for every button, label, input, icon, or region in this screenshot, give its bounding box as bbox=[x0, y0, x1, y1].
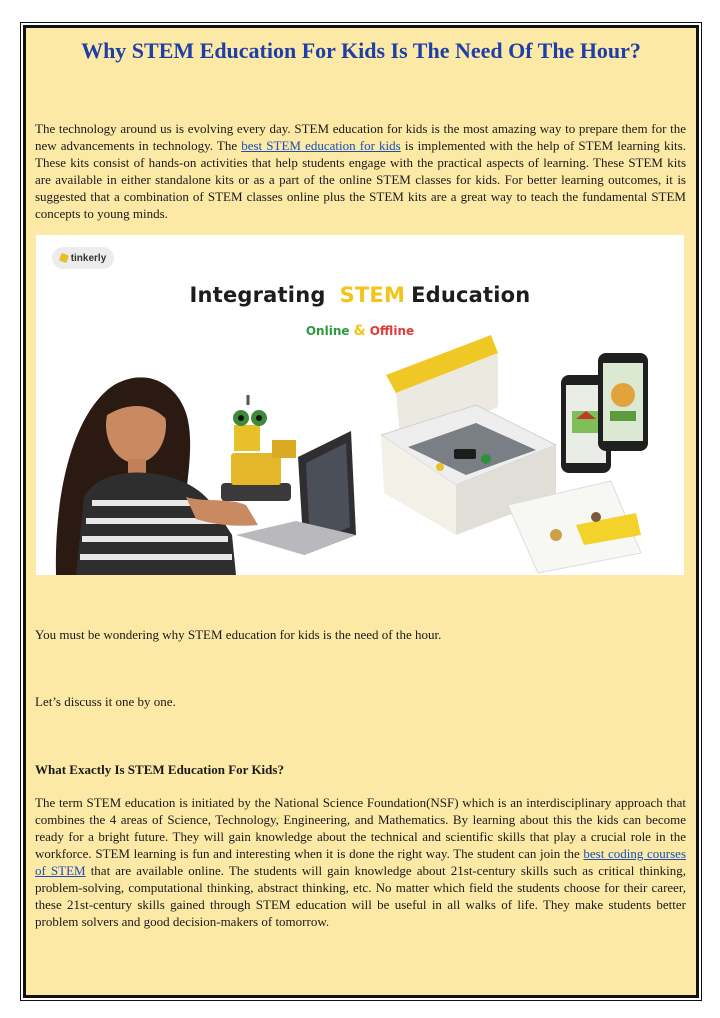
banner-image bbox=[36, 235, 684, 575]
smartphone-illustration bbox=[561, 353, 648, 473]
intro-text-end: is implemented with the help of STEM learning kits. These kits consist of hands-on activities that help students engage with the practical aspects of learning. These STEM kits are available in either standalone kits or as a part of the online STEM classes for kids. For better learning outcomes, it is suggested that a combination of STEM classes online plus the STEM kits are a great way to teach the fundamental STEM concepts to young minds. bbox=[35, 138, 686, 221]
body-text-start: The term STEM education is initiated by the National Science Foundation(NSF) which is an interdisciplinary approach that combines the 4 areas of Science, Technology, Engineering, and Mathematics. By learning about this the kids can become ready for a bright future. They will gain knowledge about the technical and scientific skills that play a crucial role in the workforce. STEM learning is fun and interesting when it is done the right way. The student can join the bbox=[35, 795, 686, 861]
girl-illustration bbox=[56, 377, 258, 575]
banner-title-education: Education bbox=[411, 283, 531, 307]
intro-paragraph bbox=[35, 120, 686, 222]
banner-ampersand: & bbox=[353, 323, 366, 339]
logo-text: tinkerly bbox=[70, 252, 107, 264]
body-text-end: that are available online. The students will gain knowledge about 21st-century skills such as critical thinking, problem-solving, computational thinking, abstract thinking, etc. No matter which field the students choose for their career, these 21st-century skills gained through STEM education will be useful in all walks of life. They make students better problem solvers and good decision-makers of tomorrow. bbox=[35, 863, 686, 929]
robot-illustration bbox=[221, 395, 296, 501]
discuss-paragraph: Let’s discuss it one by one. bbox=[35, 694, 176, 709]
page-title: Why STEM Education For Kids Is The Need Of The Hour? bbox=[81, 38, 641, 63]
intro-text-start: The technology around us is evolving every day. STEM education for kids is the most amazing way to prepare them for the new advancements in technology. The bbox=[35, 121, 686, 153]
banner-illustration bbox=[36, 235, 684, 575]
best-stem-education-link[interactable]: best STEM education for kids bbox=[241, 138, 401, 153]
banner-offline: Offline bbox=[369, 324, 415, 338]
wondering-paragraph: You must be wondering why STEM education for kids is the need of the hour. bbox=[35, 627, 442, 642]
banner-online: Online bbox=[305, 324, 350, 338]
banner-title-stem: STEM bbox=[339, 283, 406, 307]
banner-title-integrating: Integrating bbox=[189, 283, 326, 307]
section-heading: What Exactly Is STEM Education For Kids? bbox=[35, 762, 284, 777]
coding-courses-link[interactable]: best coding courses of STEM bbox=[35, 846, 686, 878]
document-page bbox=[23, 25, 699, 998]
body-paragraph bbox=[35, 794, 686, 930]
